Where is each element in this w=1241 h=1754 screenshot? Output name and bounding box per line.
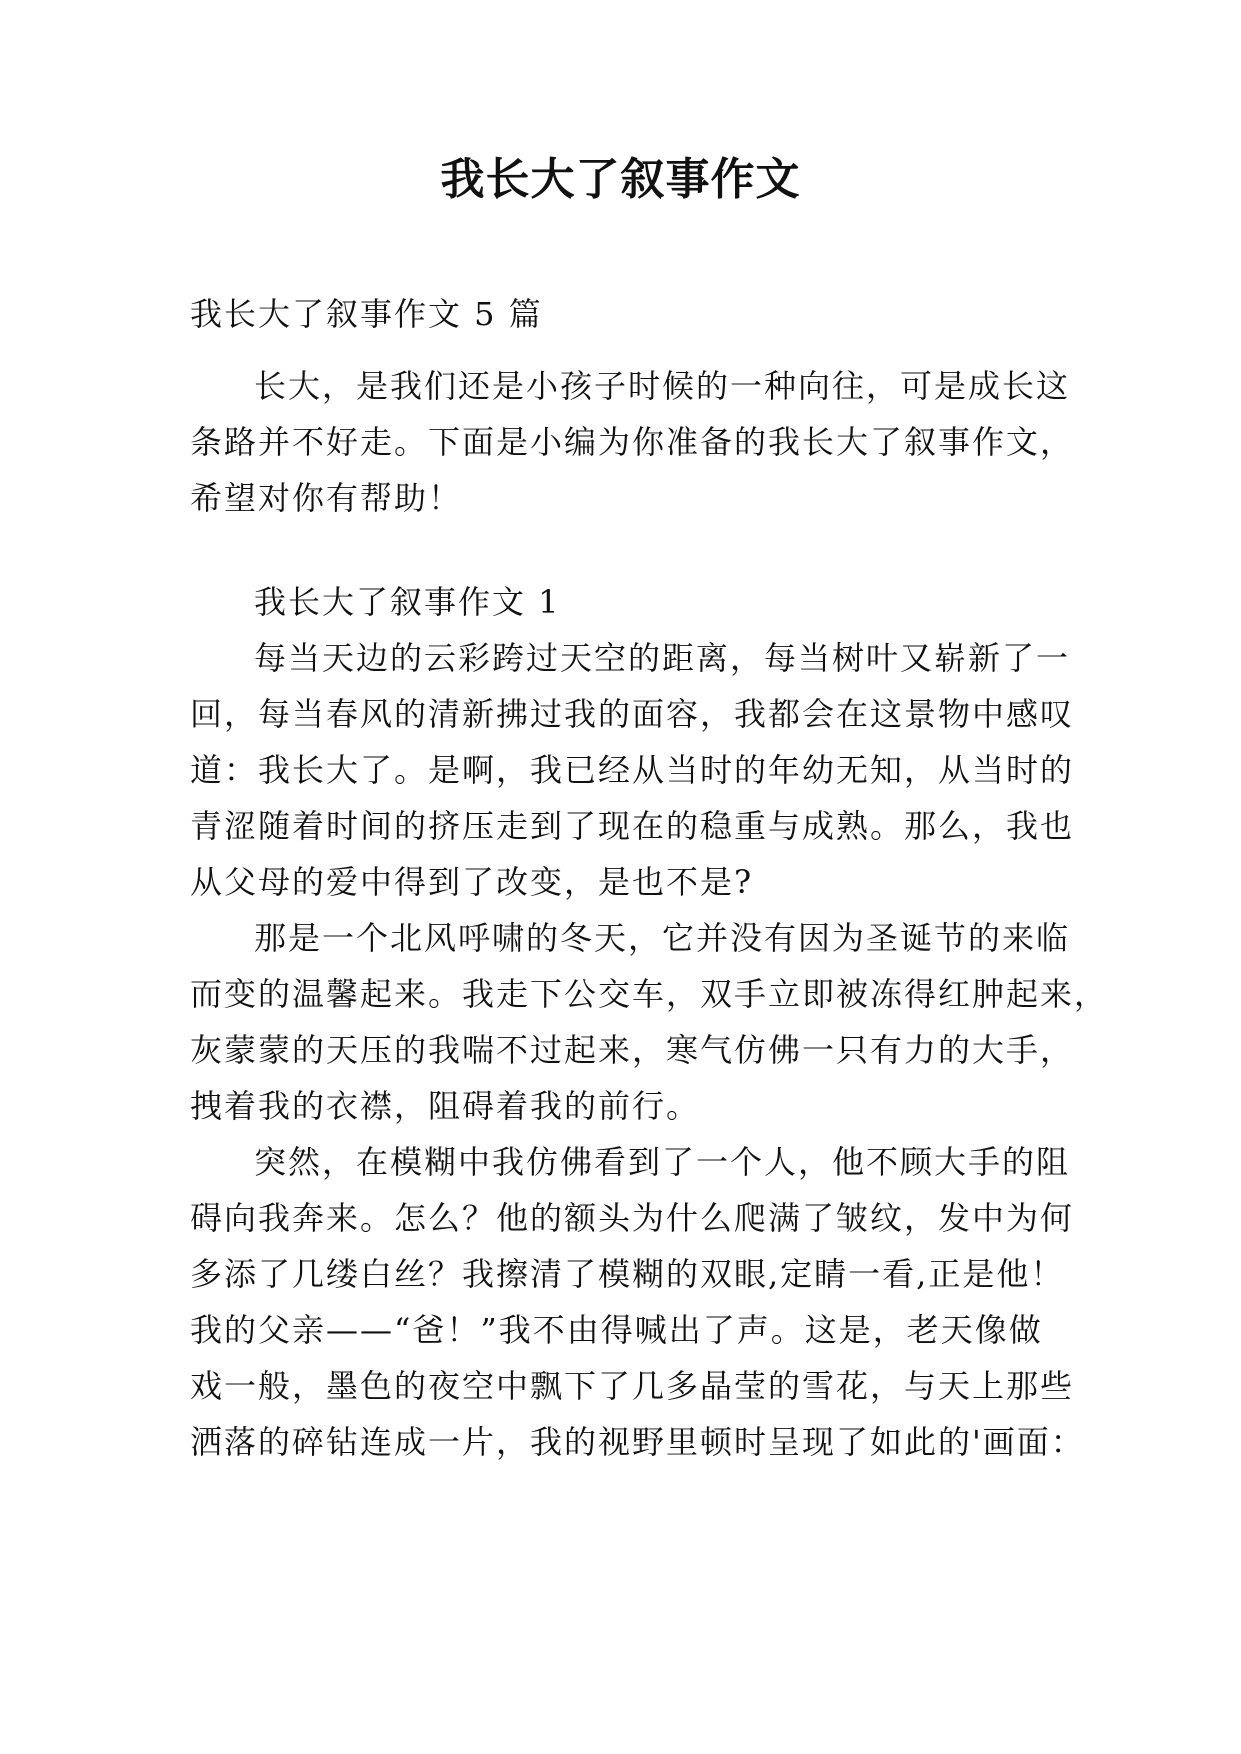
intro-line: 条路并不好走。下面是小编为你准备的我长大了叙事作文， [190, 423, 1075, 461]
paragraph-line: 那是一个北风呼啸的冬天，它并没有因为圣诞节的来临 [254, 919, 1071, 957]
paragraph-line: 多添了几缕白丝？我擦清了模糊的双眼,定睛一看,正是他！ [190, 1255, 1065, 1293]
document-subtitle: 我长大了叙事作文 5 篇 [190, 295, 543, 333]
paragraph-line: 道：我长大了。是啊，我已经从当时的年幼无知，从当时的 [190, 751, 1075, 789]
paragraph-line: 每当天边的云彩跨过天空的距离，每当树叶又崭新了一 [254, 639, 1071, 677]
intro-line: 希望对你有帮助！ [190, 479, 463, 517]
intro-line: 长大，是我们还是小孩子时候的一种向往，可是成长这 [254, 367, 1071, 405]
paragraph-line: 回，每当春风的清新拂过我的面容，我都会在这景物中感叹 [190, 695, 1075, 733]
paragraph-line: 洒落的碎钻连成一片，我的视野里顿时呈现了如此的'画面： [190, 1423, 1085, 1461]
paragraph-line: 突然，在模糊中我仿佛看到了一个人，他不顾大手的阻 [254, 1143, 1071, 1181]
paragraph-line: 青涩随着时间的挤压走到了现在的稳重与成熟。那么，我也 [190, 807, 1075, 845]
section-heading: 我长大了叙事作文 1 [254, 583, 561, 621]
paragraph-line: 拽着我的衣襟，阻碍着我的前行。 [190, 1087, 701, 1125]
paragraph-line: 从父母的爱中得到了改变，是也不是? [190, 863, 754, 901]
paragraph-line: 我的父亲——“爸！”我不由得喊出了声。这是，老天像做 [190, 1311, 1043, 1349]
paragraph-line: 戏一般，墨色的夜空中飘下了几多晶莹的雪花，与天上那些 [190, 1367, 1075, 1405]
paragraph-line: 碍向我奔来。怎么？他的额头为什么爬满了皱纹，发中为何 [190, 1199, 1075, 1237]
paragraph-line: 而变的温馨起来。我走下公交车，双手立即被冻得红肿起来， [190, 975, 1109, 1013]
paragraph-line: 灰蒙蒙的天压的我喘不过起来，寒气仿佛一只有力的大手， [190, 1031, 1075, 1069]
document-title: 我长大了叙事作文 [440, 154, 801, 205]
